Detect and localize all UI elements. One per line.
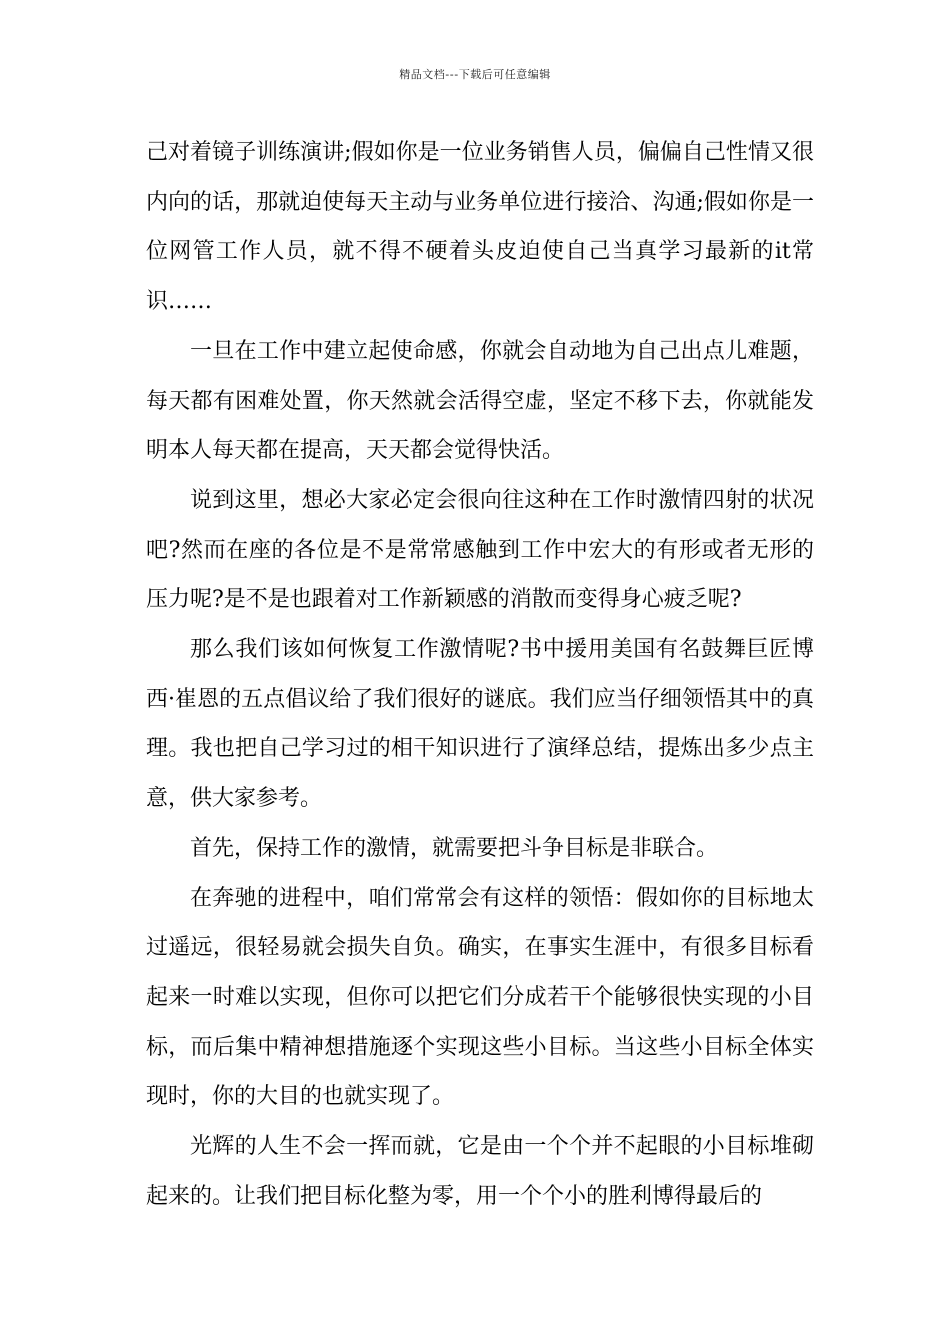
paragraph-3: 说到这里，想必大家必定会很向往这种在工作时激情四射的状况吧?然而在座的各位是不是常常感触到工作中宏大的有形或者无形的压力呢?是不是也跟着对工作新颖感的消散而变得身心疲乏呢? (146, 487, 814, 613)
paragraph-5: 首先，保持工作的激情，就需要把斗争目标是非联合。 (190, 835, 719, 861)
paragraph-2: 一旦在工作中建立起使命感，你就会自动地为自己出点儿难题，每天都有困难处置，你天然就会活得空虚，坚定不移下去，你就能发明本人每天都在提高，天天都会觉得快活。 (146, 338, 814, 464)
paragraph-4: 那么我们该如何恢复工作激情呢?书中援用美国有名鼓舞巨匠博西·崔恩的五点倡议给了我们很好的谜底。我们应当仔细领悟其中的真理。我也把自己学习过的相干知识进行了演绎总结，提炼出多少点主意，供大家参考。 (146, 637, 814, 812)
paragraph-6: 在奔驰的进程中，咱们常常会有这样的领悟：假如你的目标地太过遥远，很轻易就会损失自负。确实，在事实生涯中，有很多目标看起来一时难以实现，但你可以把它们分成若干个能够很快实现的小目标，而后集中精神想措施逐个实现这些小目标。当这些小目标全体实现时，你的大目的也就实现了。 (146, 885, 814, 1110)
page-header: 精品文档---下载后可任意编辑 (399, 68, 551, 81)
paragraph-7: 光辉的人生不会一挥而就，它是由一个个并不起眼的小目标堆砌起来的。让我们把目标化整为零，用一个个小的胜利博得最后的 (146, 1134, 814, 1209)
paragraph-1: 己对着镜子训练演讲;假如你是一位业务销售人员，偏偏自己性情又很内向的话，那就迫使每天主动与业务单位进行接洽、沟通;假如你是一位网管工作人员，就不得不硬着头皮迫使自己当真学习最新的it常识…… (146, 140, 814, 315)
document-body (146, 128, 814, 1221)
